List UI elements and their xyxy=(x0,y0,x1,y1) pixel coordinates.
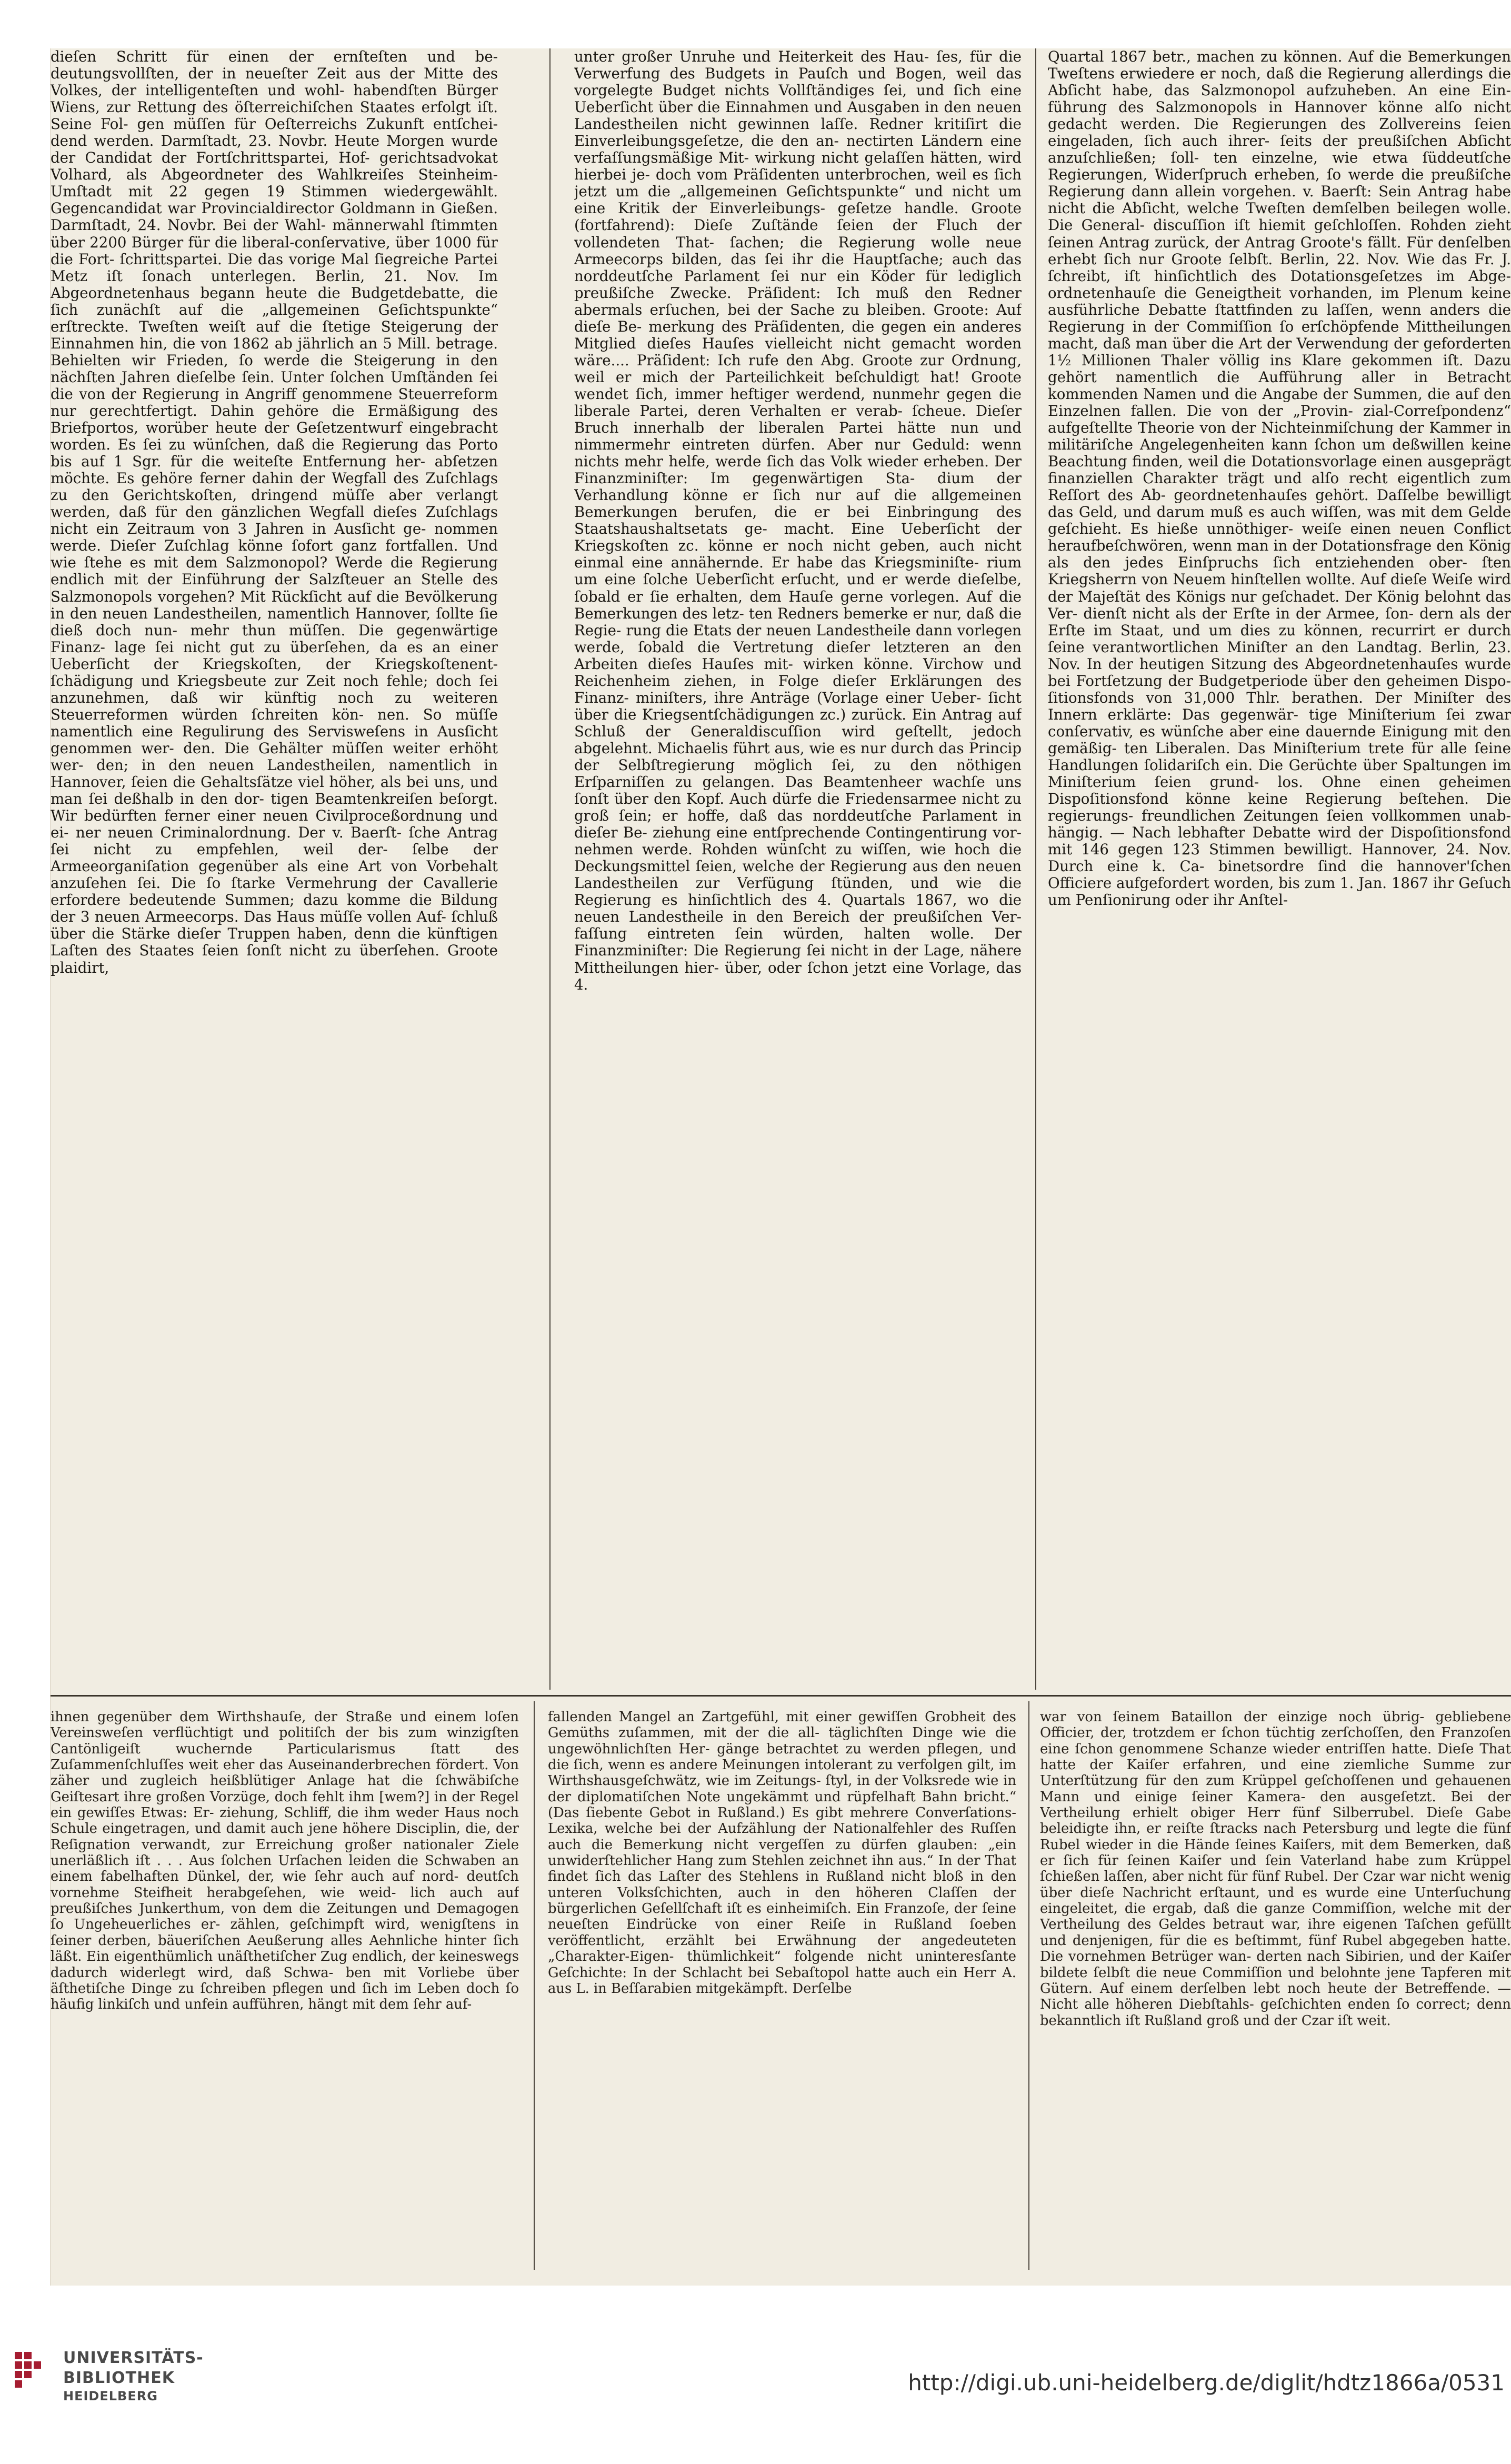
column-text: dieſen Schritt für einen der ernſteſten und be- deutungsvollſten, der in neueſter Zeit aus der Mitte des Volkes, der intelligenteſten und wohl- habendſten Bürger Wiens, zur Rettung des öſterreichiſchen Staates erfolgt iſt. Seine Fol- gen müſſen für Oeſterreichs Zukunft entſchei- dend werden. Darmſtadt, 23. Novbr. Heute Morgen wurde der Candidat der Fortſchrittspartei, Hof- gerichtsadvokat Volhard, als Abgeordneter des Wahlkreiſes Steinheim-Umſtadt mit 22 gegen 19 Stimmen wiedergewählt. Gegencandidat war Provincialdirector Goldmann in Gießen. Darmſtadt, 24. Novbr. Bei der Wahl- männerwahl ſtimmten über 2200 Bürger für die liberal-conſervative, über 1000 für die Fort- ſchrittspartei. Die das vorige Mal ſiegreiche Partei Metz iſt ſonach unterlegen. Berlin, 21. Nov. Im Abgeordnetenhaus begann heute die Budgetdebatte, die ſich zunächſt auf die „allgemeinen Geſichtspunkte“ erſtreckte. Tweſten weiſt auf die ſtetige Steigerung der Einnahmen hin, die von 1862 ab jährlich an 5 Mill. betrage. Behielten wir Frieden, ſo werde die Steigerung in den nächſten Jahren dieſelbe ſein. Unter ſolchen Umſtänden ſei die von der Regierung in Angriff genommene Steuerreform nur gerechtfertigt. Dahin gehöre die Ermäßigung des Briefportos, worüber heute der Geſetzentwurf eingebracht worden. Es ſei zu wünſchen, daß die Regierung das Porto bis auf 1 Sgr. für die weiteſte Entfernung her- abſetzen möchte. Es gehöre ferner dahin der Wegfall des Zuſchlags zu den Gerichtskoſten, dringend müſſe aber verlangt werden, daß für den gänzlichen Wegfall dieſes Zuſchlags nicht ein Zeitraum von 3 Jahren in Ausſicht ge- nommen werde. Dieſer Zuſchlag könne ſofort ganz fortfallen. Und wie ſtehe es mit dem Salzmonopol? Werde die Regierung endlich mit der Einführung der Salzſteuer an Stelle des Salzmonopols vorgehen? Mit Rückſicht auf die Bevölkerung in den neuen Landestheilen, namentlich Hannover, ſollte ſie dieß doch nun- mehr thun müſſen. Die gegenwärtige Finanz- lage ſei nicht gut zu überſehen, da es an einer Ueberſicht der Kriegskoſten, der Kriegskoſtenent- ſchädigung und Kriegsbeute zur Zeit noch fehle; doch ſei anzunehmen, daß wir künftig noch zu weiteren Steuerreformen würden ſchreiten kön- nen. So müſſe namentlich eine Regulirung des Servisweſens in Ausſicht genommen wer- den. Die Gehälter müſſen weiter erhöht wer- den; in den neuen Landestheilen, namentlich in Hannover, ſeien die Gehaltsſätze viel höher, als bei uns, und man ſei deßhalb in den dor- tigen Beamtenkreiſen beſorgt. Wir bedürften ferner einer neuen Civilproceßordnung und ei- ner neuen Criminalordnung. Der v. Baerſt- ſche Antrag ſei nicht zu empfehlen, weil der- ſelbe der Armeeorganiſation gegenüber als eine Art von Vorbehalt anzuſehen ſei. Die ſo ſtarke Vermehrung der Cavallerie erfordere bedeutende Summen; dazu komme die Bildung der 3 neuen Armeecorps. Das Haus müſſe vollen Auf- ſchluß über die Stärke dieſer Truppen haben, denn die künftigen Laſten des Staates ſeien ſonſt nicht zu überſehen. Groote plaidirt, xyxy=(51,48,498,976)
section-divider xyxy=(51,1695,1511,1697)
column-lower-middle xyxy=(548,1709,1016,2278)
column-divider xyxy=(549,48,551,1690)
footer xyxy=(0,2286,1511,2464)
column-text: ihnen gegenüber dem Wirthshauſe, der Straße und einem loſen Vereinsweſen verflüchtigt und politiſch der bis zum winzigſten Cantönligeiſt wuchernde Particularismus ſtatt des Zuſammenſchluſſes weit eher das Auseinanderbrechen fördert. Von zäher und zugleich heißblütiger Anlage hat die ſchwäbiſche Geiſtesart ihre großen Vorzüge, doch fehlt ihm [wem?] in der Regel ein gewiſſes Etwas: Er- ziehung, Schliff, die ihm weder Haus noch Schule eingetragen, und damit auch jene höhere Disciplin, die, der Reſignation verwandt, zur Erreichung großer nationaler Ziele unerläßlich iſt . . . Aus ſolchen Urſachen leiden die Schwaben an einem fabelhaften Dünkel, der, wie ſehr auch auf nord- deutſch vornehme Steifheit herabgeſehen, wie weid- lich auch auf preußiſches Junkerthum, von dem die Zeitungen und Demagogen ſo Ungeheuerliches er- zählen, geſchimpft wird, wenigſtens in ſeiner derben, bäueriſchen Aeußerung alles Aehnliche hinter ſich läßt. Ein eigenthümlich unäſthetiſcher Zug endlich, der keineswegs dadurch widerlegt wird, daß Schwa- ben mit Vorliebe über äſthetiſche Dinge zu ſchreiben pflegen und ſich im Leben doch ſo häufig linkiſch und unfein aufführen, hängt mit dem ſehr auf- xyxy=(51,1709,519,2013)
column-text: fallenden Mangel an Zartgefühl, mit einer gewiſſen Grobheit des Gemüths zuſammen, mit der die all- täglichſten Dinge wie die ungewöhnlichſten Her- gänge betrachtet zu werden pflegen, und die ſich, wenn es andere Meinungen intolerant zu verfolgen gilt, im Wirthshausgeſchwätz, wie im Zeitungs- ſtyl, in der Volksrede wie in der diplomatiſchen Note ungekämmt und rüpfelhaft Bahn bricht.“ (Das ſiebente Gebot in Rußland.) Es gibt mehrere Converſations-Lexika, welche bei der Aufzählung der Nationalfehler des Ruſſen auch die Bemerkung nicht vergeſſen zu dürfen glauben: „ein unwiderſtehlicher Hang zum Stehlen zeichnet ihn aus.“ In der That findet ſich das Laſter des Stehlens in Rußland nicht bloß in den unteren Volksſchichten, auch in den höheren Claſſen der bürgerlichen Geſellſchaft iſt es einheimiſch. Ein Franzoſe, der ſeine neueſten Eindrücke von einer Reiſe in Rußland ſoeben veröffentlicht, erzählt bei Erwähnung der angedeuteten „Charakter-Eigen- thümlichkeit“ folgende nicht uninteresſante Geſchichte: In der Schlacht bei Sebaſtopol hatte auch ein Herr A. aus L. in Beſſarabien mitgekämpft. Derſelbe xyxy=(548,1709,1016,1997)
logo-text-line1: UNIVERSITÄTS- xyxy=(63,2349,204,2367)
logo-text-line3: HEIDELBERG xyxy=(63,2389,158,2403)
page-url-link[interactable]: http://digi.ub.uni-heidelberg.de/diglit/hdtz1866a/0531 xyxy=(908,2370,1505,2396)
column-upper-right xyxy=(1048,48,1511,1654)
column-lower-left xyxy=(51,1709,519,2278)
column-divider xyxy=(1028,1701,1029,2270)
university-library-logo-icon xyxy=(12,2349,54,2401)
newspaper-page xyxy=(50,48,1511,2286)
column-divider xyxy=(534,1701,535,2270)
column-text: Quartal 1867 betr., machen zu können. Auf die Bemerkungen Tweſtens erwiedere er noch, daß die Regierung allerdings die Abſicht habe, das Salzmonopol aufzuheben. An eine Ein- führung des Salzmonopols in Hannover könne alſo nicht gedacht werden. Die Regierungen des Zollvereins ſeien eingeladen, ſich auch ihrer- ſeits der preußiſchen Abſicht anzuſchließen; ſoll- ten einzelne, wie etwa ſüddeutſche Regierungen, Widerſpruch erheben, ſo werde die preußiſche Regierung dann allein vorgehen. v. Baerſt: Sein Antrag habe nicht die Abſicht, welche Tweſten demſelben beilegen wolle. Die General- discuſſion iſt hiemit geſchloſſen. Rohden zieht ſeinen Antrag zurück, der Antrag Groote's fällt. Für denſelben erhebt ſich nur Groote ſelbſt. Berlin, 22. Nov. Wie das Fr. J. ſchreibt, iſt hinſichtlich des Dotationsgeſetzes im Abge- ordnetenhauſe die Geneigtheit vorhanden, im Plenum keine ausführliche Debatte ſtattfinden zu laſſen, wenn anders die Regierung in der Commiſſion ſo erſchöpfende Mittheilungen macht, daß man über die Art der Verwendung der geforderten 1½ Millionen Thaler völlig ins Klare gekommen iſt. Dazu gehört namentlich die Aufführung aller in Betracht kommenden Namen und die Angabe der Summen, die auf den Einzelnen fallen. Die von der „Provin- zial-Correſpondenz“ aufgeſtellte Theorie von der Nichteinmiſchung der Kammer in militäriſche Angelegenheiten kann ſchon um deßwillen keine Beachtung finden, weil die Dotationsvorlage einen ausgeprägt finanziellen Charakter trägt und alſo recht eigentlich zum Reſſort des Ab- geordnetenhauſes gehört. Daſſelbe bewilligt das Geld, und darum muß es auch wiſſen, was mit dem Gelde geſchieht. Es hieße unnöthiger- weiſe einen neuen Conflict heraufbeſchwören, wenn man in der Dotationsfrage den König als den jedes Einſpruchs ſich entziehenden ober- ſten Kriegsherrn von Neuem hinſtellen wollte. Auf dieſe Weiſe wird der Majeſtät des Königs nur geſchadet. Der König belohnt das Ver- dienſt nicht als der Erſte in der Armee, ſon- dern als der Erſte im Staat, und um dies zu können, recurrirt er durch ſeine verantwortlichen Miniſter an den Landtag. Berlin, 23. Nov. In der heutigen Sitzung des Abgeordnetenhauſes wurde bei Fortſetzung der Budgetperiode über den geheimen Dispo- ſitionsfonds von 31,000 Thlr. berathen. Der Miniſter des Innern erklärte: Das gegenwär- tige Miniſterium ſei zwar conſervativ, es wünſche aber eine dauernde Einigung mit den gemäßig- ten Liberalen. Das Miniſterium trete für alle ſeine Handlungen ſolidariſch ein. Die Gerüchte über Spaltungen im Miniſterium ſeien grund- los. Ohne einen geheimen Dispoſitionsfond könne keine Regierung beſtehen. Die regierungs- freundlichen Zeitungen ſeien vollkommen unab- hängig. — Nach lebhafter Debatte wird der Dispoſitionsfond mit 146 gegen 123 Stimmen bewilligt. Hannover, 24. Nov. Durch eine k. Ca- binetsordre ſind die hannover'ſchen Officiere aufgefordert worden, bis zum 1. Jan. 1867 ihr Geſuch um Penſionirung oder ihr Anſtel- xyxy=(1048,48,1511,909)
column-text: war von ſeinem Bataillon der einzige noch übrig- gebliebene Officier, der, trotzdem er ſchon tüchtig zerſchoſſen, den Franzoſen eine ſchon genommene Schanze wieder entriſſen hatte. Dieſe That hatte der Kaiſer erfahren, und eine ziemliche Summe zur Unterſtützung für den zum Krüppel geſchoſſenen und gehauenen Mann und einige ſeiner Kamera- den ausgeſetzt. Bei der Vertheilung erhielt obiger Herr fünf Silberrubel. Dieſe Gabe beleidigte ihn, er reiſte ſtracks nach Petersburg und legte die fünf Rubel wieder in die Hände ſeines Kaiſers, mit dem Bemerken, daß er ſich für ſeinen Kaiſer und ſein Vaterland habe zum Krüppel ſchießen laſſen, aber nicht für fünf Rubel. Der Czar war nicht wenig über dieſe Nachricht erſtaunt, und es wurde eine Unterſuchung eingeleitet, die ergab, daß die ganze Commiſſion, welche mit der Vertheilung des Geldes betraut war, ihre eigenen Taſchen gefüllt und denjenigen, für die es beſtimmt, fünf Rubel abgegeben hatte. Die vornehmen Betrüger wan- derten nach Sibirien, und der Kaiſer bildete ſelbſt die neue Commiſſion und belohnte jene Tapferen mit Gütern. Auf einem derſelben lebt noch heute der Betreffende. — Nicht alle höheren Diebſtahls- geſchichten enden ſo correct; denn bekanntlich iſt Rußland groß und der Czar iſt weit. xyxy=(1040,1709,1511,2029)
column-lower-right xyxy=(1040,1709,1511,2278)
column-upper-middle xyxy=(574,48,1022,1654)
logo-text-line2: BIBLIOTHEK xyxy=(63,2369,175,2387)
column-divider xyxy=(1035,48,1036,1690)
column-text: unter großer Unruhe und Heiterkeit des Hau- ſes, für die Verwerfung des Budgets in Pauſch und Bogen, weil das vorgelegte Budget nichts Vollſtändiges ſei, und ſich eine Ueberſicht über die Einnahmen und Ausgaben in den neuen Landestheilen nicht gewinnen laſſe. Redner kritiſirt die Einverleibungsgeſetze, die den an- nectirten Ländern eine verfaſſungsmäßige Mit- wirkung nicht gelaſſen hätten, wird hierbei je- doch vom Präſidenten unterbrochen, weil es ſich jetzt um die „allgemeinen Geſichtspunkte“ und nicht um eine Kritik der Einverleibungs- geſetze handle. Groote (fortfahrend): Dieſe Zuſtände ſeien der Fluch der vollendeten That- ſachen; die Regierung wolle neue Armeecorps bilden, das ſei ihr die Hauptſache; auch das norddeutſche Parlament ſei nur ein Köder für lediglich preußiſche Zwecke. Präſident: Ich muß den Redner abermals erſuchen, bei der Sache zu bleiben. Groote: Auf dieſe Be- merkung des Präſidenten, die gegen ein anderes Mitglied dieſes Hauſes vielleicht nicht gemacht worden wäre.... Präſident: Ich rufe den Abg. Groote zur Ordnung, weil er mich der Parteilichkeit beſchuldigt hat! Groote wendet ſich, immer heftiger werdend, nunmehr gegen die liberale Partei, deren Verhalten er verab- ſcheue. Dieſer Bruch innerhalb der liberalen Partei hätte nun und nimmermehr eintreten dürfen. Aber nur Geduld: wenn nichts mehr helfe, werde ſich das Volk wieder erheben. Der Finanzminiſter: Im gegenwärtigen Sta- dium der Verhandlung könne er ſich nur auf die allgemeinen Bemerkungen berufen, die er bei Einbringung des Staatshaushaltsetats ge- macht. Eine Ueberſicht der Kriegskoſten zc. könne er noch nicht geben, auch nicht einmal eine annähernde. Er habe das Kriegsminiſte- rium um eine ſolche Ueberſicht erſucht, und er werde dieſelbe, ſobald er ſie erhalten, dem Hauſe gerne vorlegen. Auf die Bemerkungen des letz- ten Redners bemerke er nur, daß die Regie- rung die Etats der neuen Landestheile dann vorlegen werde, ſobald die Vertretung dieſer letzteren an den Arbeiten dieſes Hauſes mit- wirken könne. Virchow und Reichenheim ziehen, in Folge dieſer Erklärungen des Finanz- miniſters, ihre Anträge (Vorlage einer Ueber- ſicht über die Kriegsentſchädigungen zc.) zurück. Ein Antrag auf Schluß der Generaldiscuſſion wird geſtellt, jedoch abgelehnt. Michaelis führt aus, wie es nur durch das Princip der Selbſtregierung möglich ſei, zu den nöthigen Erſparniſſen zu gelangen. Das Beamtenheer wachſe uns ſonſt über den Kopf. Auch dürfe die Friedensarmee nicht zu groß ſein; er hoffe, daß das norddeutſche Parlament in dieſer Be- ziehung eine entſprechende Contingentirung vor- nehmen werde. Rohden wünſcht zu wiſſen, wie hoch die Deckungsmittel ſeien, welche der Regierung aus den neuen Landestheilen zur Verfügung ſtünden, und wie die Regierung es hinſichtlich des 4. Quartals 1867, wo die neuen Landestheile in den Bereich der preußiſchen Ver- faſſung eintreten ſein würden, halten wolle. Der Finanzminiſter: Die Regierung ſei nicht in der Lage, nähere Mittheilungen hier- über, oder ſchon jetzt eine Vorlage, das 4. xyxy=(574,48,1022,993)
column-upper-left xyxy=(51,48,498,1654)
